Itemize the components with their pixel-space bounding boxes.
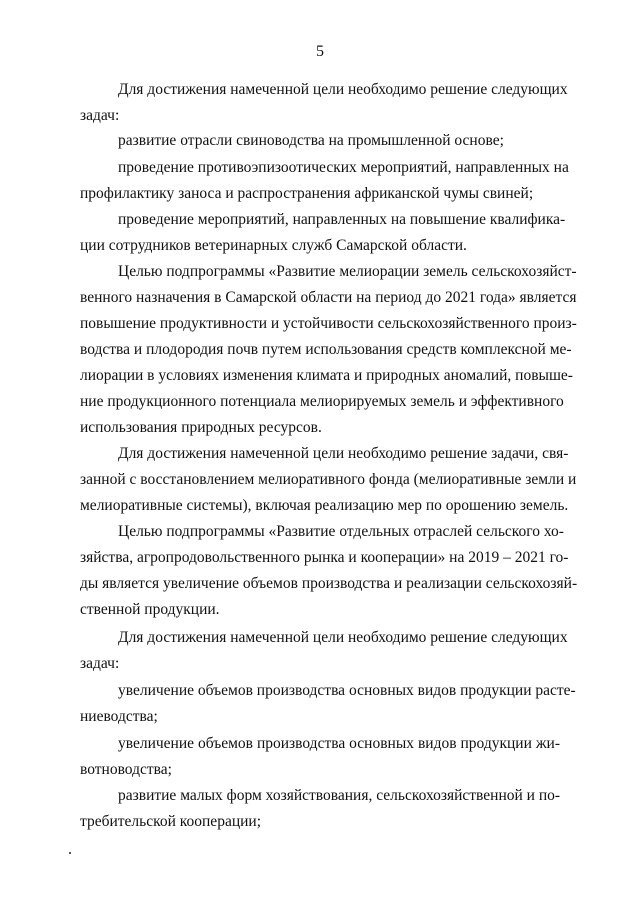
text-line: ды является увеличение объемов производства и реализации сельскохозяй- — [80, 575, 578, 592]
text-line: зяйства, агропродовольственного рынка и кооперации» на 2019 – 2021 го- — [80, 549, 569, 566]
text-line: профилактику заноса и распространения африканской чумы свиней; — [80, 185, 534, 202]
text-line: Целью подпрограммы «Развитие отдельных отраслей сельского хо- — [118, 523, 564, 540]
text-line: задач: — [80, 107, 120, 124]
text-line: требительской кооперации; — [80, 813, 262, 830]
text-line: вотноводства; — [80, 761, 172, 778]
text-line: лиорации в условиях изменения климата и природных аномалий, повыше- — [80, 367, 573, 384]
scan-speck — [69, 852, 71, 854]
text-line: ниеводства; — [80, 708, 158, 725]
text-line: развитие малых форм хозяйствования, сельскохозяйственной и по- — [118, 787, 561, 804]
text-line: водства и плодородия почв путем использования средств комплексной ме- — [80, 341, 572, 358]
text-line: мелиоративные системы), включая реализацию мер по орошению земель. — [80, 497, 569, 514]
text-line: увеличение объемов производства основных видов продукции жи- — [118, 735, 560, 752]
text-line: увеличение объемов производства основных видов продукции расте- — [118, 682, 576, 699]
text-line: венного назначения в Самарской области на период до 2021 года» является — [80, 289, 577, 306]
text-line: использования природных ресурсов. — [80, 419, 322, 436]
text-line: повышение продуктивности и устойчивости сельскохозяйственного произ- — [80, 315, 577, 332]
text-line: проведение мероприятий, направленных на повышение квалифика- — [118, 211, 566, 228]
page-number: 5 — [316, 43, 324, 60]
text-line: Для достижения намеченной цели необходимо решение следующих — [118, 81, 568, 98]
text-line: задач: — [80, 655, 120, 672]
text-line: ственной продукции. — [80, 601, 220, 618]
text-line: ние продукционного потенциала мелиорируемых земель и эффективного — [80, 393, 564, 410]
text-line: развитие отрасли свиноводства на промышленной основе; — [118, 132, 504, 149]
text-line: занной с восстановлением мелиоративного фонда (мелиоративные земли и — [80, 471, 577, 488]
text-line: Для достижения намеченной цели необходимо решение следующих — [118, 629, 568, 646]
text-line: Для достижения намеченной цели необходимо решение задачи, свя- — [118, 445, 569, 462]
text-line: Целью подпрограммы «Развитие мелиорации земель сельскохозяйст- — [118, 263, 577, 280]
text-line: проведение противоэпизоотических мероприятий, направленных на — [118, 159, 569, 176]
text-line: ции сотрудников ветеринарных служб Самарской области. — [80, 237, 467, 254]
